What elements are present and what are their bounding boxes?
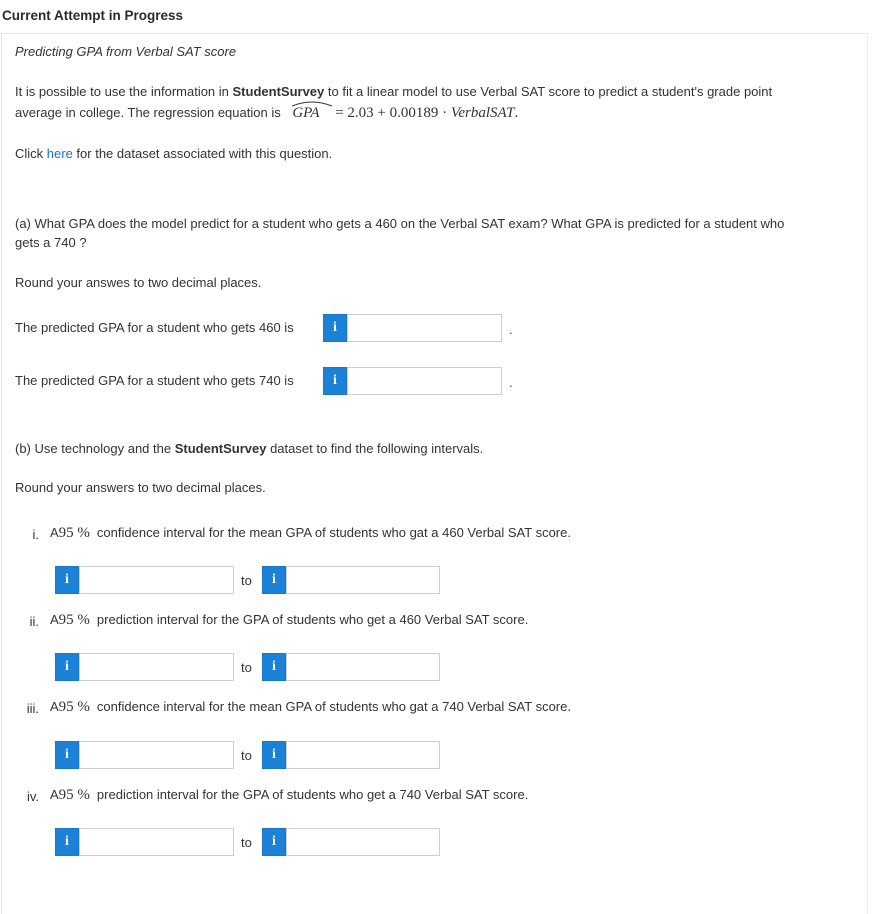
part-a-row2-label: The predicted GPA for a student who gets 740 is <box>15 373 294 388</box>
info-icon: i <box>333 320 337 335</box>
item-roman: i. <box>32 527 39 542</box>
info-icon: i <box>65 747 69 762</box>
click-suffix: for the dataset associated with this question. <box>72 146 333 161</box>
equation-lhs-hat <box>292 105 319 122</box>
part-a-row2-info-button[interactable] <box>323 367 347 395</box>
item-percent: 95 % <box>58 699 90 715</box>
item-text: confidence interval for the mean GPA of students who gat a 740 Verbal SAT score. <box>96 699 571 714</box>
item-text-line <box>50 525 571 542</box>
item-percent: 95 % <box>58 612 90 628</box>
info-icon: i <box>65 659 69 674</box>
interval-low-input[interactable] <box>79 653 234 681</box>
dataset-link[interactable]: here <box>46 146 73 161</box>
part-b-prompt <box>15 441 483 456</box>
info-icon: i <box>65 572 69 587</box>
intro-text-2: to fit a linear model to use Verbal SAT score to predict a student's grade point <box>324 84 773 99</box>
part-a-prompt-line-1: (a) What GPA does the model predict for a student who gets a 460 on the Verbal SAT exam? What GPA is predicted for a student who <box>15 216 785 231</box>
interval-high-input[interactable] <box>286 566 440 594</box>
info-icon: i <box>333 373 337 388</box>
to-label: to <box>241 573 252 588</box>
to-label: to <box>241 748 252 763</box>
part-a-row2-period: . <box>509 375 513 390</box>
item-percent: 95 % <box>58 525 90 541</box>
info-icon: i <box>272 834 276 849</box>
info-icon: i <box>272 572 276 587</box>
hat-symbol <box>292 99 332 107</box>
item-text-line <box>50 787 528 804</box>
interval-low-info-button[interactable] <box>55 653 79 681</box>
part-b-prompt-suffix: dataset to find the following intervals. <box>266 441 484 456</box>
intro-line-1 <box>15 84 772 99</box>
equation-lhs: GPA <box>292 105 320 121</box>
part-a-prompt-line-2: gets a 740 ? <box>15 235 87 250</box>
click-prefix: Click <box>15 146 47 161</box>
dataset-link-line <box>15 146 332 161</box>
header-title: Current Attempt in Progress <box>2 8 184 23</box>
part-a-round-note: Round your answes to two decimal places. <box>15 275 262 290</box>
intro-line-2 <box>15 105 518 122</box>
equation <box>292 105 518 120</box>
item-roman: ii. <box>29 614 39 629</box>
interval-high-input[interactable] <box>286 653 440 681</box>
item-percent: 95 % <box>58 787 90 803</box>
item-a: A <box>50 612 59 627</box>
intro-dataset-name: StudentSurvey <box>232 84 325 99</box>
interval-low-info-button[interactable] <box>55 566 79 594</box>
part-b-dataset-name: StudentSurvey <box>174 441 267 456</box>
interval-high-info-button[interactable] <box>262 741 286 769</box>
to-label: to <box>241 660 252 675</box>
part-a-row2-input[interactable] <box>347 367 502 395</box>
interval-high-info-button[interactable] <box>262 828 286 856</box>
item-text-line <box>50 612 528 629</box>
item-text: confidence interval for the mean GPA of students who gat a 460 Verbal SAT score. <box>96 525 571 540</box>
equation-rhs: = 2.03 + 0.00189 · <box>335 105 451 121</box>
equation-end: . <box>514 105 519 121</box>
question-subtitle: Predicting GPA from Verbal SAT score <box>15 44 237 59</box>
to-label: to <box>241 835 252 850</box>
interval-high-input[interactable] <box>286 828 440 856</box>
part-a-row1-info-button[interactable] <box>323 314 347 342</box>
item-a: A <box>50 525 59 540</box>
interval-high-input[interactable] <box>286 741 440 769</box>
part-a-row1-label: The predicted GPA for a student who gets 460 is <box>15 320 294 335</box>
interval-low-info-button[interactable] <box>55 741 79 769</box>
interval-low-input[interactable] <box>79 828 234 856</box>
interval-high-info-button[interactable] <box>262 566 286 594</box>
part-b-prompt-prefix: (b) Use technology and the <box>15 441 175 456</box>
interval-high-info-button[interactable] <box>262 653 286 681</box>
item-roman: iii. <box>26 701 39 716</box>
info-icon: i <box>65 834 69 849</box>
item-text-line <box>50 699 571 716</box>
item-text: prediction interval for the GPA of students who get a 740 Verbal SAT score. <box>96 787 529 802</box>
item-a: A <box>50 699 59 714</box>
intro-text-1: It is possible to use the information in <box>15 84 233 99</box>
interval-low-input[interactable] <box>79 741 234 769</box>
item-text: prediction interval for the GPA of students who get a 460 Verbal SAT score. <box>96 612 529 627</box>
equation-var: VerbalSAT <box>450 105 515 121</box>
info-icon: i <box>272 747 276 762</box>
part-a-row1-period: . <box>509 322 513 337</box>
item-roman: iv. <box>26 789 39 804</box>
interval-low-input[interactable] <box>79 566 234 594</box>
intro-text-3: average in college. The regression equation is <box>15 105 285 120</box>
item-a: A <box>50 787 59 802</box>
part-b-round-note: Round your answers to two decimal places. <box>15 480 266 495</box>
interval-low-info-button[interactable] <box>55 828 79 856</box>
question-card <box>1 33 868 914</box>
part-a-row1-input[interactable] <box>347 314 502 342</box>
info-icon: i <box>272 659 276 674</box>
